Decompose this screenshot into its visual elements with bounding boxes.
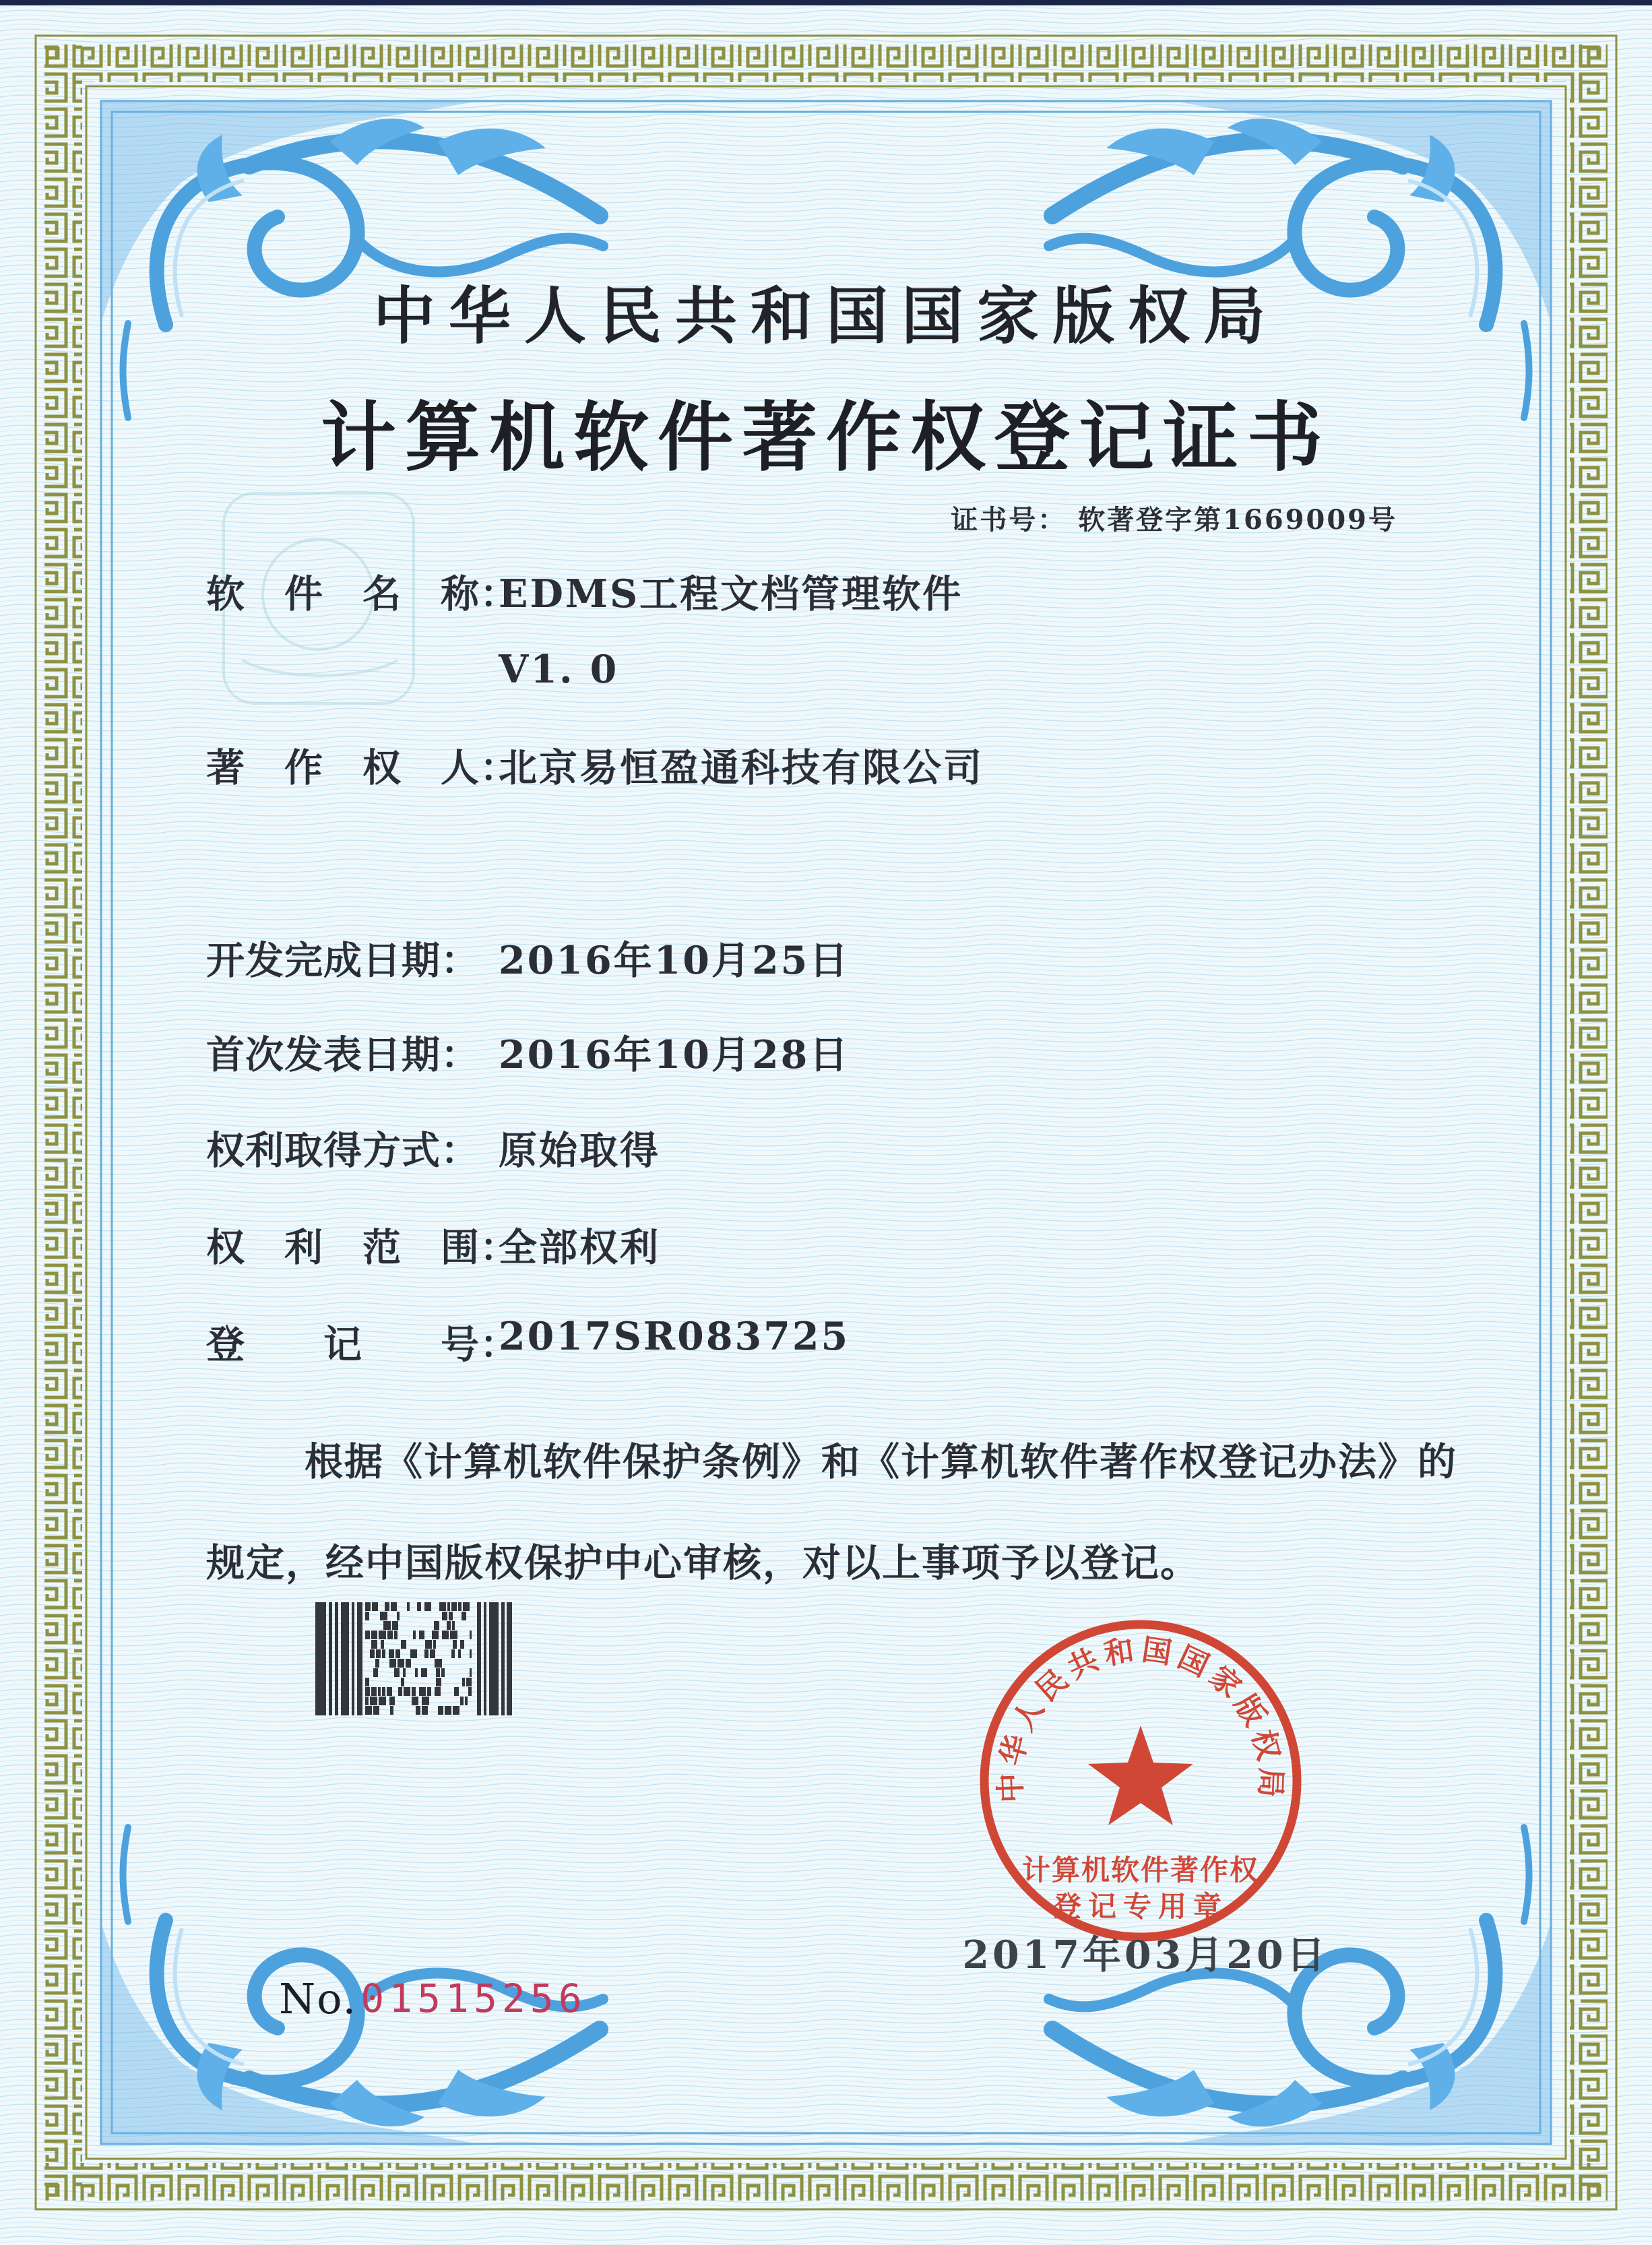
seal-bottom-text-1: 计算机软件著作权 — [1021, 1854, 1260, 1887]
seal-star-icon — [1088, 1726, 1193, 1825]
official-seal — [976, 1616, 1306, 1946]
field-label: 开发完成日期： — [206, 938, 480, 983]
serial-digits: 01515256 — [360, 1975, 587, 2021]
serial-number — [279, 1974, 587, 2023]
certificate-title: 计算机软件著作权登记证书 — [321, 393, 1331, 482]
field-label: 权利取得方式： — [206, 1128, 480, 1173]
field-value: 原始取得 — [499, 1128, 660, 1173]
field-value: 2016年10月25日 — [499, 938, 850, 983]
field-label: 软 件 名 称： — [206, 571, 519, 616]
field-label: 首次发表日期： — [206, 1032, 480, 1077]
field-label: 登 记 号： — [206, 1322, 519, 1367]
border-meander-left — [44, 44, 82, 2201]
border-meander-top — [44, 44, 1608, 82]
border-meander-right — [1570, 44, 1608, 2201]
field-value: 北京易恒盈通科技有限公司 — [499, 745, 984, 790]
issuer-title: 中华人民共和国国家版权局 — [373, 280, 1279, 352]
border-meander-bottom — [44, 2163, 1608, 2201]
field-value: EDMS工程文档管理软件 — [499, 571, 963, 616]
field-label: 著 作 权 人： — [206, 745, 519, 790]
statement-line-1: 根据《计算机软件保护条例》和《计算机软件著作权登记办法》的 — [305, 1439, 1457, 1484]
corner-flourish-top-left — [101, 101, 603, 418]
serial-prefix: No. — [279, 1974, 358, 2023]
seal-ring-text: 中华人民共和国国家版权局 — [993, 1632, 1288, 1804]
seal-date: 2017年03月20日 — [962, 1932, 1329, 1978]
field-value: 2017SR083725 — [499, 1314, 850, 1359]
field-value: 全部权利 — [499, 1225, 660, 1270]
pdf417-barcode — [315, 1602, 512, 1715]
field-value-version: V1. 0 — [499, 647, 619, 692]
field-value: 2016年10月28日 — [499, 1032, 850, 1077]
seal-bottom-text-2: 登记专用章 — [1052, 1890, 1229, 1923]
corner-flourish-top-right — [1049, 101, 1551, 418]
statement-line-2: 规定，经中国版权保护中心审核，对以上事项予以登记。 — [206, 1540, 1200, 1585]
field-label: 权 利 范 围： — [206, 1225, 519, 1270]
certificate-number: 证书号： 软著登字第1669009号 — [951, 504, 1397, 536]
